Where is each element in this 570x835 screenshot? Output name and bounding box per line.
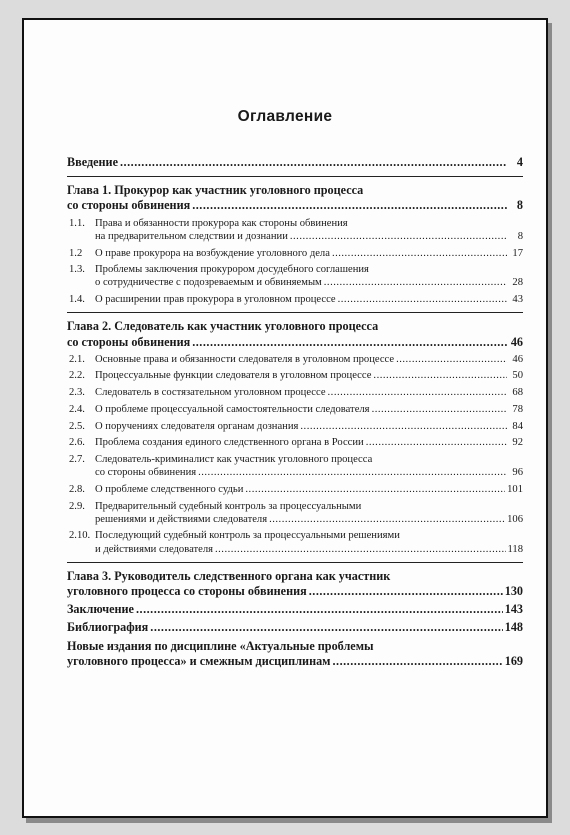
toc-entry-text: Основные права и обязанности следователя в уголовном процессе: [95, 353, 395, 365]
toc-page-number: 169: [504, 653, 523, 668]
dot-leader: [332, 654, 502, 669]
toc-section-entry[interactable]: [67, 369, 523, 382]
section-divider: [67, 562, 523, 563]
toc-entry-text: Последующий судебный контроль за процессуальными решениями: [95, 530, 400, 542]
toc-chapter-entry[interactable]: [67, 569, 523, 599]
toc-page-number: 68: [512, 387, 523, 399]
toc-section-entry[interactable]: [67, 247, 523, 260]
toc-page-number: 143: [504, 602, 523, 617]
toc-entry-text: и действиями следователя: [95, 543, 213, 555]
toc-section-number: 2.3.: [69, 387, 85, 399]
toc-page-number: 46: [510, 334, 523, 349]
toc-entry-text: Следователь-криминалист как участник уголовного процесса: [95, 453, 373, 465]
dot-leader: [373, 369, 507, 382]
dot-leader: [332, 247, 507, 260]
dot-leader: [136, 602, 503, 617]
toc-page-number: 50: [512, 370, 523, 382]
toc-entry-text: о сотрудничестве с подозреваемым и обвиняемым: [95, 277, 322, 289]
toc-chapter-entry[interactable]: [67, 183, 523, 213]
toc-entry-text: О расширении прав прокурора в уголовном процессе: [95, 294, 336, 306]
toc-entry-text: Библиография: [67, 620, 149, 635]
table-of-contents: [67, 155, 523, 672]
toc-section-number: 2.4.: [69, 403, 85, 415]
toc-page-number: 43: [512, 294, 523, 306]
toc-entry-text: Глава 3. Руководитель следственного органа как участник: [67, 568, 391, 583]
toc-entry-text: Проблемы заключения прокурором досудебного соглашения: [95, 264, 369, 276]
toc-section-entry[interactable]: [67, 529, 523, 555]
toc-chapter-entry[interactable]: [67, 639, 523, 669]
toc-entry-text: Новые издания по дисциплине «Актуальные проблемы: [67, 638, 374, 653]
dot-leader: [290, 230, 507, 243]
toc-section-number: 1.2: [69, 247, 83, 259]
toc-page-number: 130: [504, 584, 523, 599]
toc-section-entry[interactable]: [67, 217, 523, 243]
toc-entry-text: Процессуальные функции следователя в уголовном процессе: [95, 370, 372, 382]
toc-page-number: 8: [516, 198, 523, 213]
toc-section-entry[interactable]: [67, 403, 523, 416]
dot-leader: [192, 198, 507, 213]
section-divider: [67, 176, 523, 177]
toc-page-number: 84: [512, 420, 523, 432]
toc-entry-text: решениями и действиями следователя: [95, 513, 268, 525]
toc-entry-text: Введение: [67, 155, 118, 169]
toc-section-number: 1.1.: [69, 217, 85, 229]
toc-entry-text: О поручениях следователя органам дознания: [95, 420, 299, 432]
toc-page-number: 101: [507, 483, 523, 495]
toc-entry-text: О проблеме процессуальной самостоятельности следователя: [95, 403, 370, 415]
toc-entry-text: Глава 2. Следователь как участник уголовного процесса: [67, 319, 379, 334]
toc-chapter-entry[interactable]: [67, 620, 523, 635]
toc-section-entry[interactable]: [67, 500, 523, 526]
toc-page-number: 28: [512, 277, 523, 289]
toc-section-number: 2.10.: [69, 530, 91, 542]
toc-section-entry[interactable]: [67, 420, 523, 433]
toc-entry-text: Глава 1. Прокурор как участник уголовного процесса: [67, 183, 364, 198]
toc-entry-text: Права и обязанности прокурора как стороны обвинения: [95, 217, 348, 229]
dot-leader: [198, 466, 507, 479]
toc-page-number: 118: [507, 543, 523, 555]
toc-chapter-entry[interactable]: [67, 155, 523, 170]
toc-entry-text: О проблеме следственного судьи: [95, 483, 244, 495]
toc-entry-text: уголовного процесса со стороны обвинения: [67, 584, 307, 599]
toc-page-number: 17: [512, 247, 523, 259]
toc-section-entry[interactable]: [67, 353, 523, 366]
toc-section-number: 2.9.: [69, 500, 85, 512]
toc-entry-text: О праве прокурора на возбуждение уголовного дела: [95, 247, 330, 259]
page-title: Оглавление: [237, 108, 333, 125]
toc-entry-text: на предварительном следствии и дознании: [95, 230, 288, 242]
toc-section-number: 2.8.: [69, 483, 85, 495]
toc-chapter-entry[interactable]: [67, 319, 523, 349]
toc-entry-text: со стороны обвинения: [67, 334, 191, 349]
toc-page-number: 8: [517, 230, 523, 242]
toc-section-entry[interactable]: [67, 386, 523, 399]
toc-chapter-entry[interactable]: [67, 602, 523, 617]
toc-section-entry[interactable]: [67, 436, 523, 449]
dot-leader: [366, 436, 507, 449]
toc-entry-text: Проблема создания единого следственного органа в России: [95, 437, 364, 449]
toc-page-number: 46: [512, 353, 523, 365]
toc-section-number: 2.2.: [69, 370, 85, 382]
toc-section-number: 2.6.: [69, 437, 85, 449]
toc-page-number: 4: [516, 155, 523, 169]
dot-leader: [245, 483, 505, 496]
toc-entry-text: уголовного процесса» и смежным дисциплинам: [67, 653, 331, 668]
dot-leader: [269, 513, 505, 526]
section-divider: [67, 312, 523, 313]
dot-leader: [396, 353, 507, 366]
toc-section-entry[interactable]: [67, 263, 523, 289]
toc-section-number: 2.1.: [69, 353, 85, 365]
dot-leader: [192, 335, 507, 350]
toc-section-number: 2.7.: [69, 453, 85, 465]
dot-leader: [372, 403, 507, 416]
toc-section-number: 2.5.: [69, 420, 85, 432]
toc-page-number: 78: [512, 403, 523, 415]
dot-leader: [300, 420, 507, 433]
dot-leader: [324, 276, 507, 289]
toc-page-number: 148: [504, 620, 523, 635]
dot-leader: [215, 543, 506, 556]
toc-section-entry[interactable]: [67, 293, 523, 306]
toc-section-number: 1.4.: [69, 294, 85, 306]
toc-entry-text: со стороны обвинения: [67, 198, 191, 213]
toc-page-number: 96: [512, 467, 523, 479]
toc-entry-text: Заключение: [67, 602, 134, 617]
toc-section-entry[interactable]: [67, 453, 523, 479]
dot-leader: [338, 293, 507, 306]
dot-leader: [150, 620, 502, 635]
dot-leader: [120, 155, 507, 170]
toc-section-entry[interactable]: [67, 483, 523, 496]
toc-page-number: 92: [512, 437, 523, 449]
toc-section-number: 1.3.: [69, 264, 85, 276]
toc-page-number: 106: [507, 513, 523, 525]
book-page: [22, 18, 548, 818]
dot-leader: [309, 584, 503, 599]
toc-entry-text: Предварительный судебный контроль за процессуальными: [95, 500, 362, 512]
dot-leader: [328, 386, 507, 399]
toc-entry-text: со стороны обвинения: [95, 467, 197, 479]
toc-entry-text: Следователь в состязательном уголовном процессе: [95, 387, 326, 399]
